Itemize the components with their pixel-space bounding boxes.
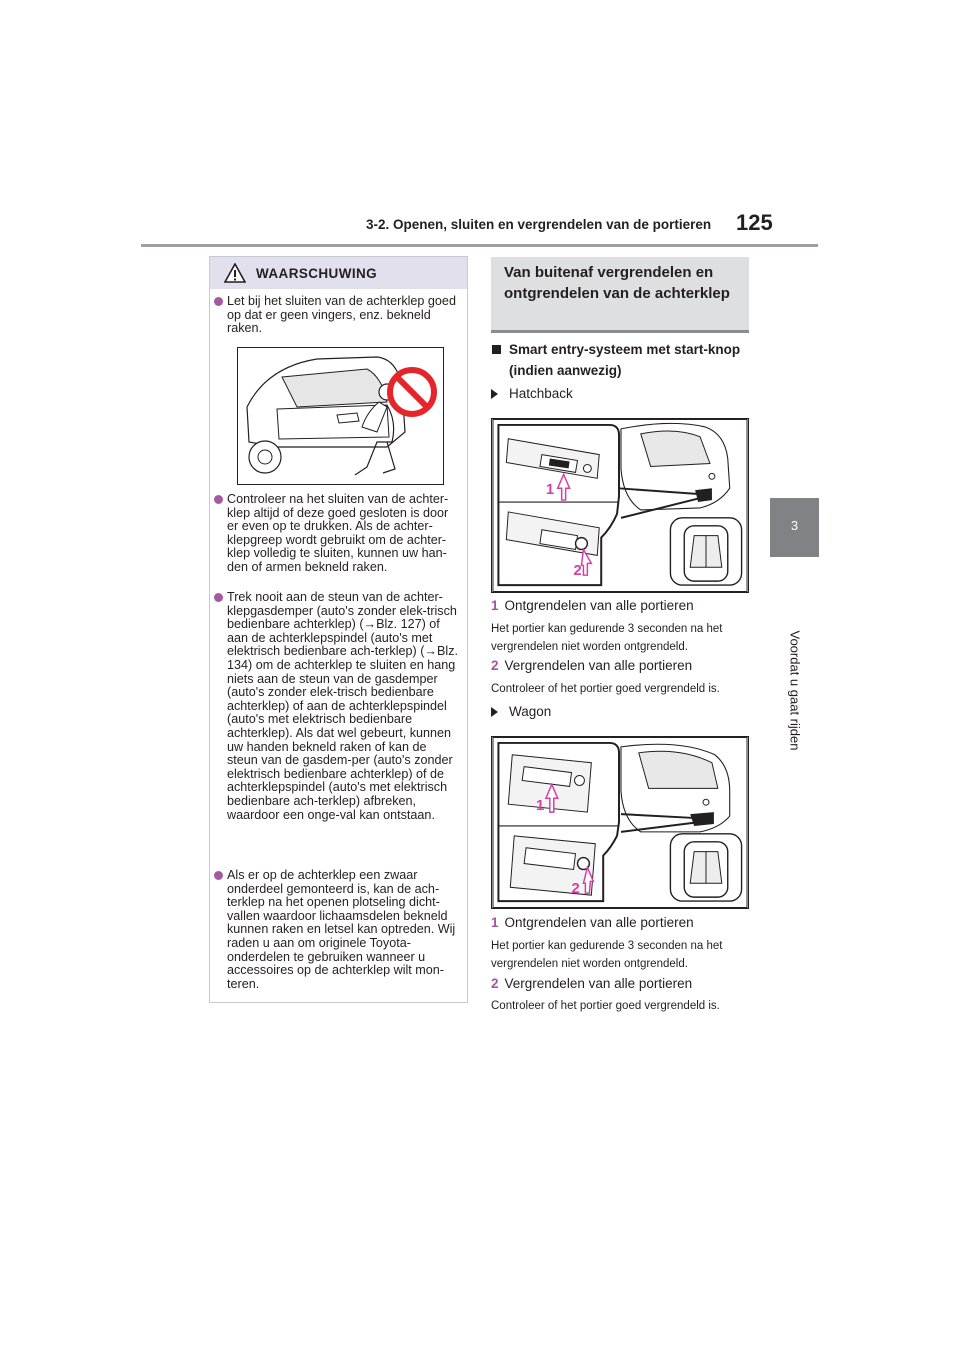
header-divider [141, 244, 818, 247]
bullet-dot-icon [214, 297, 223, 306]
hatchback-door-handle-figure [491, 418, 749, 593]
tailgate-pinch-illustration [237, 347, 444, 485]
warning-bullet-text: Controleer na het sluiten van de achter-klep altijd of deze goed gesloten is door er even op te drukken. Als de achter-klepgreep wordt gebruikt om de achter-klep volledig te sluiten, kunnen uw han-den of armen bekneld raken. [227, 492, 449, 574]
step-text: Vergrendelen van alle portieren [504, 976, 693, 991]
variant-heading-wagon [491, 704, 551, 719]
step-text: Vergrendelen van alle portieren [504, 658, 693, 673]
callout-1: 1 [535, 798, 545, 815]
warning-bullet [214, 591, 460, 822]
warning-header [210, 257, 467, 289]
warning-bullet [214, 295, 460, 336]
variant-name: Wagon [509, 704, 552, 719]
subsection-title: Smart entry-systeem met start-knop (indien aanwezig) [509, 342, 741, 378]
step-unlock [491, 915, 694, 930]
triangle-bullet-icon [491, 389, 498, 399]
warning-triangle-icon [224, 263, 246, 283]
step-number: 1 [491, 598, 499, 613]
chapter-tab-number: 3 [790, 518, 799, 533]
step-text: Ontgrendelen van alle portieren [504, 915, 694, 930]
warning-bullet-text: Als er op de achterklep een zwaar onderdeel gemonteerd is, kan de ach-terklep na het openen plotseling dicht-vallen waardoor lichaamsdelen bekneld kunnen raken en letsel kan optreden. Wij raden u aan om originele Toyota-onderdelen te gebruiken wanneer u accessoires op de achterklep wilt mon-teren. [227, 868, 456, 991]
step-note: Controleer of het portier goed vergrendeld is. [491, 683, 720, 695]
bullet-dot-icon [214, 593, 223, 602]
step-number: 1 [491, 915, 499, 930]
step-unlock [491, 598, 694, 613]
step-text: Ontgrendelen van alle portieren [504, 598, 694, 613]
warning-bullet-text: Trek nooit aan de steun van de achter-klepgasdemper (auto's zonder elek-trisch bedienbare achterklep) (→Blz. 127) of aan de achterklepspindel (auto's met elektrisch bedienbare ach-terklep) (→Blz. 134) om de achterklep te sluiten en hang niets aan de steun van de gasdemper (auto's zonder elek-trisch bedienbare achterklep) of aan de achterklepspindel (auto's met elektrisch bedienbare achterklep). Als dat wel gebeurt, kunnen uw handen bekneld raken of kan de steun van de gasdem-per (auto's zonder elektrisch bedienbare achterklep) of de achterklepspindel (auto's met elektrisch bedienbare ach-terklep) afbreken, waardoor een onge-val kan ontstaan. [227, 590, 458, 822]
step-number: 2 [491, 976, 499, 991]
square-bullet-icon [492, 345, 501, 354]
page-number: 125 [736, 210, 773, 235]
bullet-dot-icon [214, 495, 223, 504]
step-lock [491, 658, 692, 673]
warning-bullet [214, 493, 460, 575]
step-note: Het portier kan gedurende 3 seconden na het vergrendelen niet worden ontgrendeld. [491, 940, 723, 970]
callout-1: 1 [545, 482, 555, 499]
chapter-tab-label: Voordat u gaat rijden [787, 630, 803, 751]
bullet-dot-icon [214, 871, 223, 880]
variant-name: Hatchback [509, 386, 573, 401]
warning-bullet-text: Let bij het sluiten van de achterklep goed op dat er geen vingers, enz. bekneld raken. [227, 294, 456, 336]
section-breadcrumb: 3-2. Openen, sluiten en vergrendelen van de portieren [366, 217, 712, 232]
step-number: 2 [491, 658, 499, 673]
step-lock [491, 976, 692, 991]
callout-2: 2 [571, 881, 580, 898]
wagon-door-handle-figure [491, 736, 749, 909]
warning-bullet [214, 869, 460, 991]
section-title-box [491, 257, 749, 333]
section-title: Van buitenaf vergrendelen en ontgrendelen van de achterklep [504, 264, 730, 302]
variant-heading-hatchback [491, 386, 573, 401]
warning-box [209, 256, 468, 1003]
warning-title: WAARSCHUWING [256, 266, 378, 281]
step-note: Controleer of het portier goed vergrendeld is. [491, 1000, 720, 1012]
triangle-bullet-icon [491, 707, 498, 717]
callout-2: 2 [573, 563, 582, 580]
step-note: Het portier kan gedurende 3 seconden na het vergrendelen niet worden ontgrendeld. [491, 623, 723, 653]
chapter-tab[interactable] [770, 498, 819, 557]
subsection-heading [491, 339, 749, 381]
